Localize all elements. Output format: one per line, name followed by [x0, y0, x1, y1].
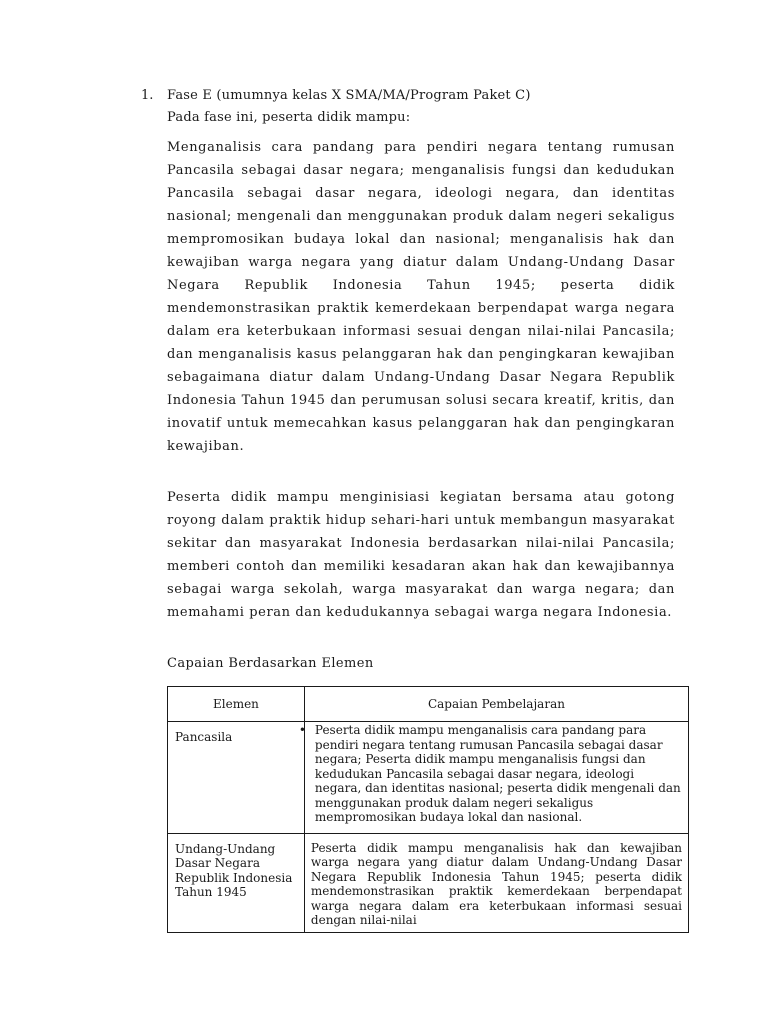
list-number: 1. [141, 88, 154, 103]
header-element: Elemen [168, 687, 305, 722]
element-cell: Pancasila [168, 722, 305, 834]
table-row [168, 722, 689, 834]
header-achievement: Capaian Pembelajaran [304, 687, 688, 722]
section-intro: Pada fase ini, peserta didik mampu: [167, 110, 411, 125]
achievement-cell: Peserta didik mampu menganalisis hak dan kewajiban warga negara yang diatur dalam Undang-Undang Dasar Negara Republik Indonesia Tahun 1945; peserta didik mendemonstrasikan praktik kemerdekaan berpendapat warga negara dalam era keterbukaan informasi sesuai dengan nilai-nilai [304, 833, 688, 932]
bullet-icon: • [298, 723, 306, 737]
paragraph-2: Peserta didik mampu menginisiasi kegiatan bersama atau gotong royong dalam praktik hidup sehari-hari untuk membangun masyarakat sekitar dan masyarakat Indonesia berdasarkan nilai-nilai Pancasila; memberi contoh dan memiliki kesadaran akan hak dan kewajibannya sebagai warga sekolah, warga masyarakat dan warga negara; dan memahami peran dan kedudukannya sebagai warga negara Indonesia. [167, 490, 675, 620]
section-title: Fase E (umumnya kelas X SMA/MA/Program Paket C) [167, 88, 531, 103]
element-cell: Undang-Undang Dasar Negara Republik Indonesia Tahun 1945 [168, 833, 305, 932]
paragraph-1: Menganalisis cara pandang para pendiri negara tentang rumusan Pancasila sebagai dasar negara; menganalisis fungsi dan kedudukan Pancasila sebagai dasar negara, ideologi negara, dan identitas nasional; mengenali dan menggunakan produk dalam negeri sekaligus mempromosikan budaya lokal dan nasional; menganalisis hak dan kewajiban warga negara yang diatur dalam Undang-Undang Dasar Negara Republik Indonesia Tahun 1945; peserta didik mendemonstrasikan praktik kemerdekaan berpendapat warga negara dalam era keterbukaan informasi sesuai dengan nilai-nilai Pancasila; dan menganalisis kasus pelanggaran hak dan pengingkaran kewajiban sebagaimana diatur dalam Undang-Undang Dasar Negara Republik Indonesia Tahun 1945 dan perumusan solusi secara kreatif, kritis, dan inovatif untuk memecahkan kasus pelanggaran hak dan pengingkaran kewajiban. [167, 140, 675, 454]
achievement-table [167, 686, 689, 933]
table-header-row [168, 687, 689, 722]
achievement-cell [298, 722, 688, 834]
table-caption: Capaian Berdasarkan Elemen [167, 656, 374, 671]
table-row [168, 833, 689, 932]
achievement-text: Peserta didik mampu menganalisis cara pandang para pendiri negara tentang rumusan Pancasila sebagai dasar negara; Peserta didik mampu menganalisis fungsi dan kedudukan Pancasila sebagai dasar negara, ideologi negara, dan identitas nasional; peserta didik mengenali dan menggunakan produk dalam negeri sekaligus mempromosikan budaya lokal dan nasional. [314, 723, 681, 824]
